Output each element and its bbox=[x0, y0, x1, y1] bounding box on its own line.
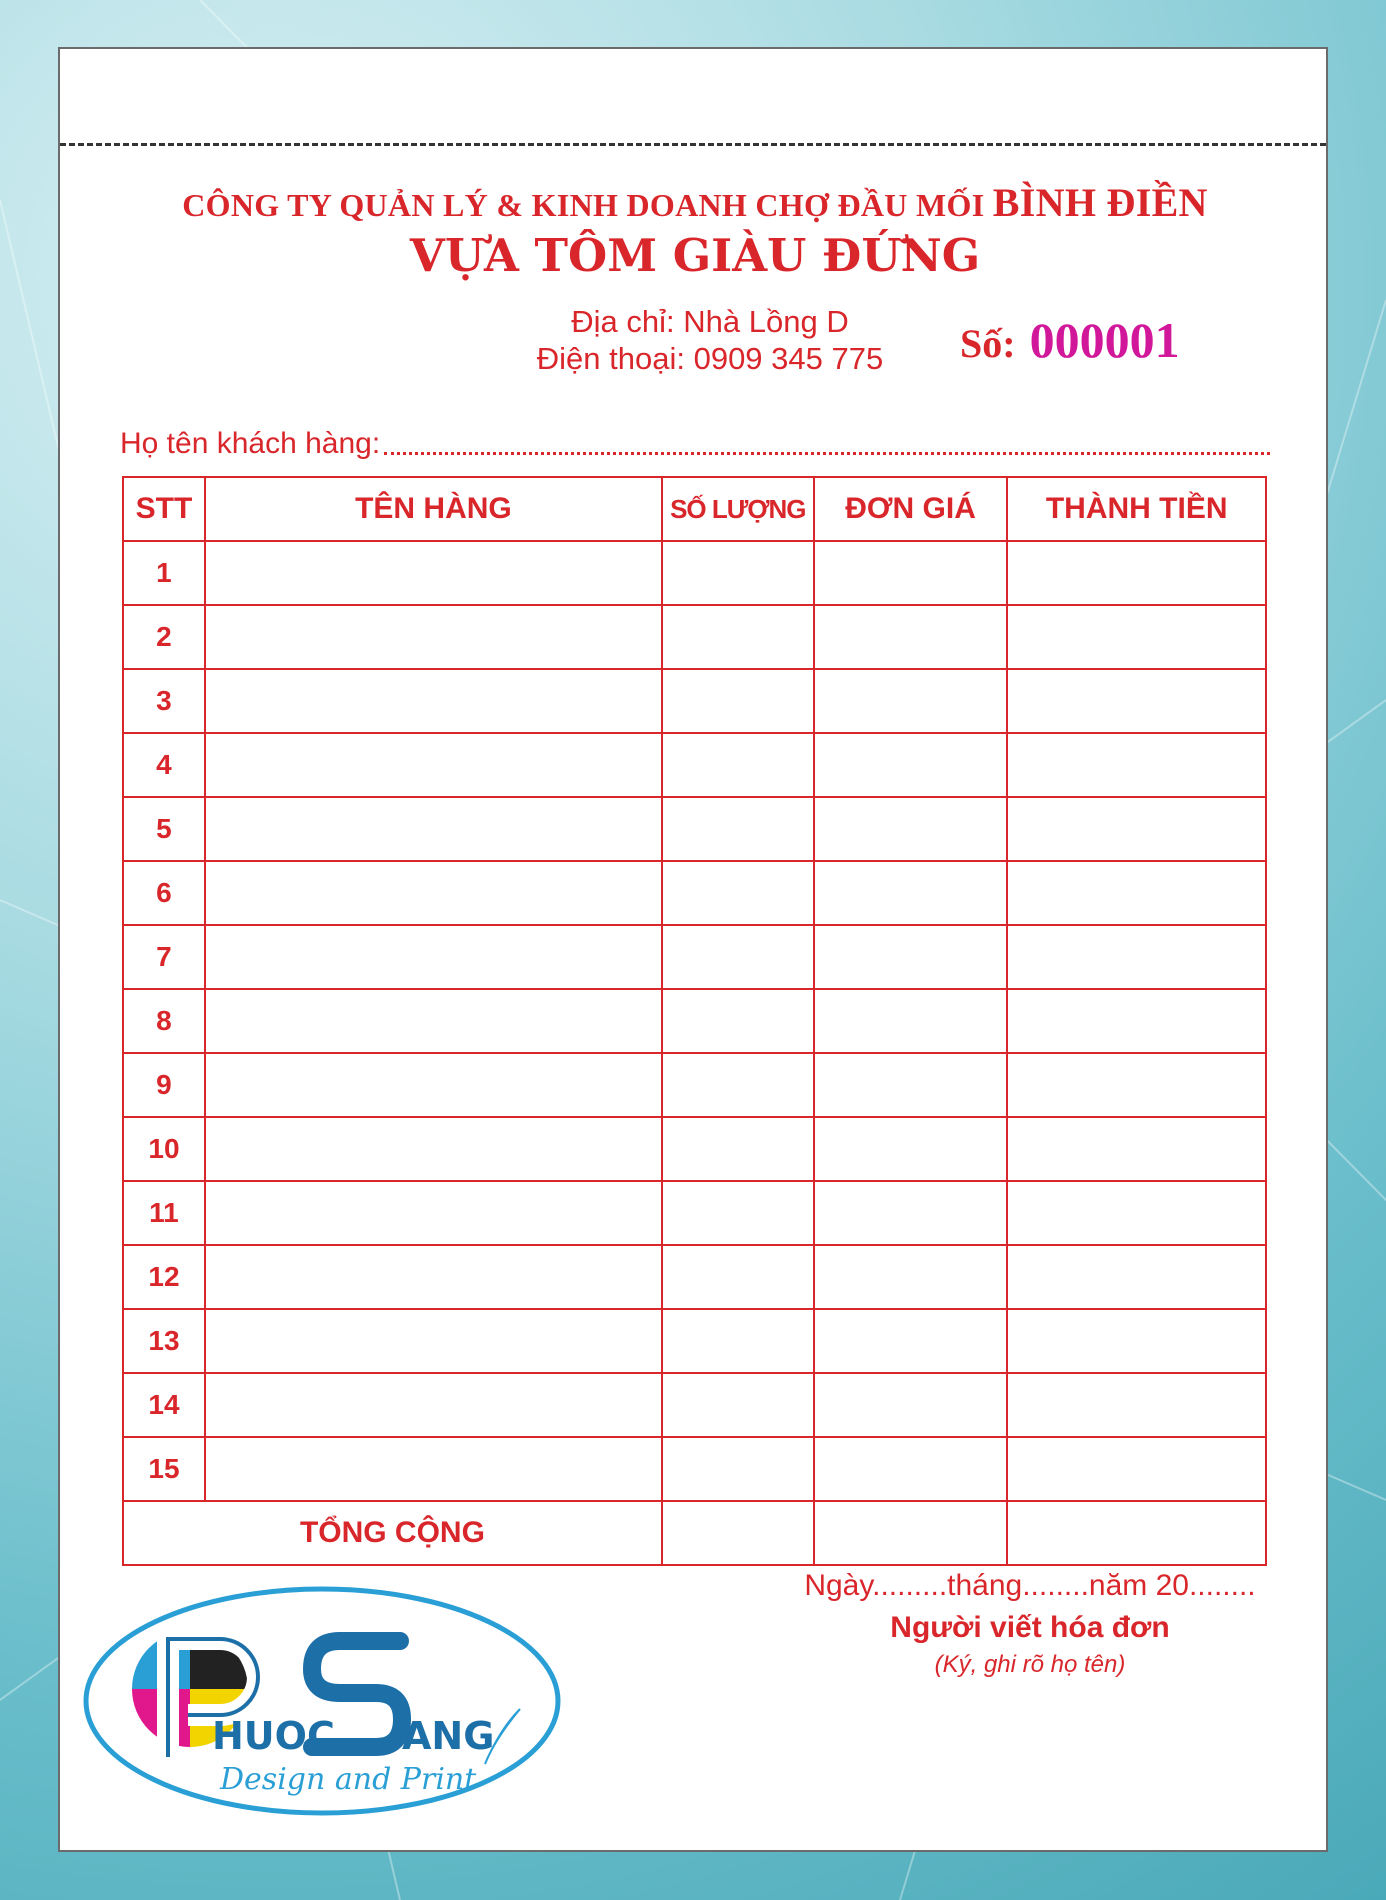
item-name-cell[interactable] bbox=[205, 989, 662, 1053]
address: Địa chỉ: Nhà Lồng D bbox=[571, 304, 849, 339]
unit-price-cell[interactable] bbox=[814, 797, 1008, 861]
unit-price-cell[interactable] bbox=[814, 541, 1008, 605]
table-row bbox=[123, 1245, 1266, 1309]
logo-tagline: Design and Print bbox=[220, 1762, 477, 1797]
unit-price-cell[interactable] bbox=[814, 925, 1008, 989]
customer-name-label: Họ tên khách hàng: bbox=[120, 427, 381, 460]
amount-cell[interactable] bbox=[1007, 733, 1266, 797]
table-row bbox=[123, 797, 1266, 861]
amount-cell[interactable] bbox=[1007, 605, 1266, 669]
row-number: 4 bbox=[123, 733, 205, 797]
invoice-number-block bbox=[960, 311, 1180, 369]
unit-price-cell[interactable] bbox=[814, 1245, 1008, 1309]
unit-price-cell[interactable] bbox=[814, 733, 1008, 797]
unit-price-cell[interactable] bbox=[814, 669, 1008, 733]
quantity-cell[interactable] bbox=[662, 1053, 814, 1117]
item-name-cell[interactable] bbox=[205, 1053, 662, 1117]
header-amount: THÀNH TIỀN bbox=[1007, 477, 1266, 541]
header-unit-price: ĐƠN GIÁ bbox=[814, 477, 1008, 541]
unit-price-cell[interactable] bbox=[814, 1437, 1008, 1501]
quantity-cell[interactable] bbox=[662, 669, 814, 733]
quantity-cell[interactable] bbox=[662, 1181, 814, 1245]
row-number: 1 bbox=[123, 541, 205, 605]
perforation-line bbox=[60, 143, 1326, 146]
item-name-cell[interactable] bbox=[205, 541, 662, 605]
amount-cell[interactable] bbox=[1007, 541, 1266, 605]
quantity-cell[interactable] bbox=[662, 861, 814, 925]
invoice-sheet bbox=[58, 47, 1328, 1852]
row-number: 15 bbox=[123, 1437, 205, 1501]
quantity-cell[interactable] bbox=[662, 541, 814, 605]
header-stt: STT bbox=[123, 477, 205, 541]
row-number: 2 bbox=[123, 605, 205, 669]
item-name-cell[interactable] bbox=[205, 925, 662, 989]
shop-name: VỰA TÔM GIÀU ĐỨNG bbox=[409, 229, 981, 282]
unit-price-cell[interactable] bbox=[814, 1309, 1008, 1373]
row-number: 3 bbox=[123, 669, 205, 733]
item-name-cell[interactable] bbox=[205, 605, 662, 669]
unit-price-cell[interactable] bbox=[814, 1053, 1008, 1117]
unit-price-cell[interactable] bbox=[814, 1181, 1008, 1245]
quantity-cell[interactable] bbox=[662, 733, 814, 797]
row-number: 5 bbox=[123, 797, 205, 861]
customer-name-field[interactable] bbox=[120, 419, 1270, 461]
company-suffix: BÌNH ĐIỀN bbox=[992, 180, 1208, 225]
table-row bbox=[123, 1437, 1266, 1501]
writer-label: Người viết hóa đơn bbox=[890, 1611, 1170, 1644]
amount-cell[interactable] bbox=[1007, 669, 1266, 733]
row-number: 8 bbox=[123, 989, 205, 1053]
row-number: 13 bbox=[123, 1309, 205, 1373]
invoice-number-label: Số: bbox=[960, 321, 1016, 366]
quantity-cell[interactable] bbox=[662, 1309, 814, 1373]
company-name bbox=[60, 179, 1330, 226]
quantity-cell[interactable] bbox=[662, 1373, 814, 1437]
logo-letters-left: HUOC bbox=[212, 1714, 335, 1758]
quantity-cell[interactable] bbox=[662, 797, 814, 861]
header-quantity: SỐ LƯỢNG bbox=[662, 477, 814, 541]
amount-cell[interactable] bbox=[1007, 1309, 1266, 1373]
unit-price-cell[interactable] bbox=[814, 605, 1008, 669]
unit-price-cell[interactable] bbox=[814, 861, 1008, 925]
table-row bbox=[123, 1181, 1266, 1245]
unit-price-cell[interactable] bbox=[814, 989, 1008, 1053]
row-number: 7 bbox=[123, 925, 205, 989]
company-prefix: CÔNG TY QUẢN LÝ & KINH DOANH CHỢ ĐẦU MỐI bbox=[182, 187, 985, 223]
item-name-cell[interactable] bbox=[205, 1181, 662, 1245]
table-row bbox=[123, 861, 1266, 925]
row-number: 12 bbox=[123, 1245, 205, 1309]
items-table bbox=[122, 476, 1267, 1566]
phuoc-sang-logo bbox=[80, 1579, 565, 1824]
item-name-cell[interactable] bbox=[205, 733, 662, 797]
row-number: 9 bbox=[123, 1053, 205, 1117]
unit-price-cell[interactable] bbox=[814, 1373, 1008, 1437]
row-number: 14 bbox=[123, 1373, 205, 1437]
table-row bbox=[123, 541, 1266, 605]
date-line: Ngày.........tháng........năm 20........ bbox=[804, 1569, 1256, 1602]
amount-cell[interactable] bbox=[1007, 1053, 1266, 1117]
amount-cell[interactable] bbox=[1007, 989, 1266, 1053]
logo-letters-right: ANG bbox=[402, 1714, 495, 1758]
table-row bbox=[123, 669, 1266, 733]
table-row bbox=[123, 733, 1266, 797]
signature-note: (Ký, ghi rõ họ tên) bbox=[934, 1651, 1126, 1678]
total-quantity-cell[interactable] bbox=[662, 1501, 814, 1565]
item-name-cell[interactable] bbox=[205, 1117, 662, 1181]
item-name-cell[interactable] bbox=[205, 1245, 662, 1309]
customer-name-line[interactable] bbox=[384, 452, 1270, 455]
table-row bbox=[123, 925, 1266, 989]
quantity-cell[interactable] bbox=[662, 1117, 814, 1181]
unit-price-cell[interactable] bbox=[814, 1117, 1008, 1181]
item-name-cell[interactable] bbox=[205, 1373, 662, 1437]
total-amount-cell[interactable] bbox=[1007, 1501, 1266, 1565]
item-name-cell[interactable] bbox=[205, 797, 662, 861]
total-unit-price-cell[interactable] bbox=[814, 1501, 1008, 1565]
amount-cell[interactable] bbox=[1007, 925, 1266, 989]
quantity-cell[interactable] bbox=[662, 925, 814, 989]
table-row bbox=[123, 605, 1266, 669]
amount-cell[interactable] bbox=[1007, 1117, 1266, 1181]
table-row bbox=[123, 1053, 1266, 1117]
invoice-number: 000001 bbox=[1029, 312, 1180, 368]
table-row bbox=[123, 1117, 1266, 1181]
amount-cell[interactable] bbox=[1007, 1437, 1266, 1501]
phone: Điện thoại: 0909 345 775 bbox=[536, 341, 884, 376]
total-label: TỔNG CỘNG bbox=[123, 1501, 662, 1565]
item-name-cell[interactable] bbox=[205, 1437, 662, 1501]
table-row bbox=[123, 989, 1266, 1053]
row-number: 10 bbox=[123, 1117, 205, 1181]
quantity-cell[interactable] bbox=[662, 605, 814, 669]
amount-cell[interactable] bbox=[1007, 797, 1266, 861]
quantity-cell[interactable] bbox=[662, 1437, 814, 1501]
item-name-cell[interactable] bbox=[205, 669, 662, 733]
quantity-cell[interactable] bbox=[662, 989, 814, 1053]
item-name-cell[interactable] bbox=[205, 861, 662, 925]
table-row bbox=[123, 1309, 1266, 1373]
table-header-row bbox=[123, 477, 1266, 541]
total-row bbox=[123, 1501, 1266, 1565]
row-number: 11 bbox=[123, 1181, 205, 1245]
amount-cell[interactable] bbox=[1007, 1373, 1266, 1437]
item-name-cell[interactable] bbox=[205, 1309, 662, 1373]
amount-cell[interactable] bbox=[1007, 1245, 1266, 1309]
amount-cell[interactable] bbox=[1007, 1181, 1266, 1245]
row-number: 6 bbox=[123, 861, 205, 925]
header-item-name: TÊN HÀNG bbox=[205, 477, 662, 541]
quantity-cell[interactable] bbox=[662, 1245, 814, 1309]
amount-cell[interactable] bbox=[1007, 861, 1266, 925]
table-row bbox=[123, 1373, 1266, 1437]
